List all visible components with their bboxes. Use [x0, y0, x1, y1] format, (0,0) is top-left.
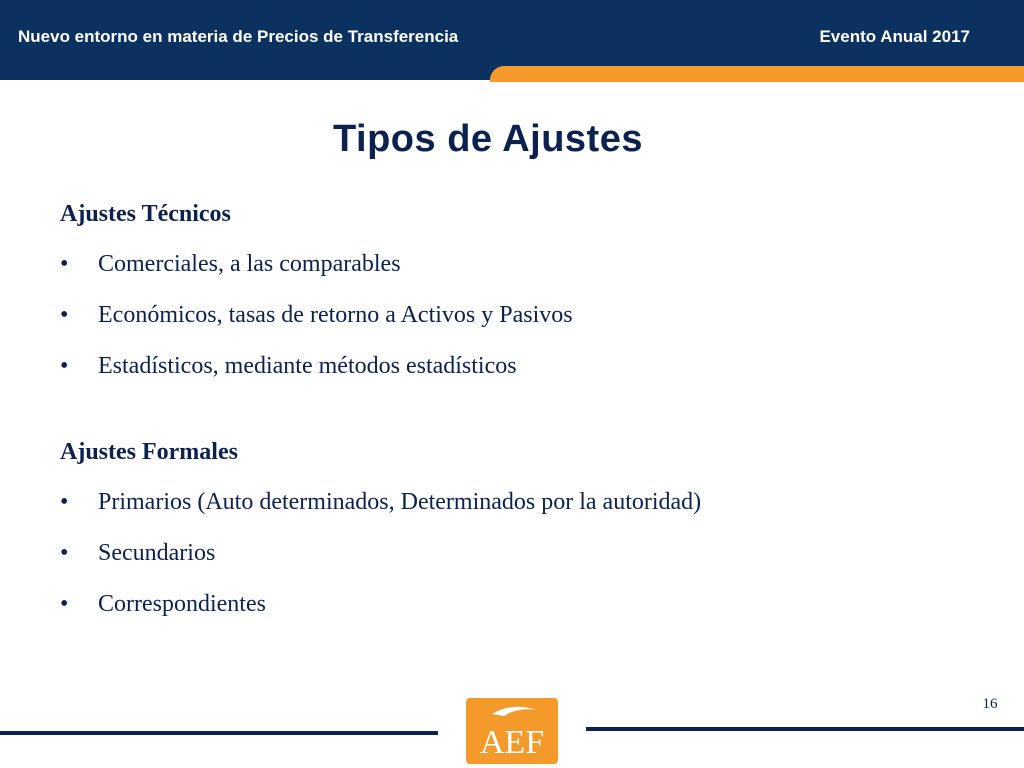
- page-number: 16: [982, 696, 998, 712]
- logo-swoosh: [492, 707, 536, 716]
- bullet-icon: •: [60, 353, 69, 379]
- list-item: [60, 299, 960, 332]
- bullet-icon: •: [60, 591, 69, 617]
- event-name: Evento Anual 2017: [819, 27, 970, 46]
- footer-rule-left: [0, 731, 438, 735]
- aef-logo-graphic: [466, 698, 558, 764]
- bullet-icon: •: [60, 489, 69, 515]
- slide-content: [60, 198, 960, 639]
- bullet-list-formales: [60, 486, 960, 621]
- section-heading-formales: Ajustes Formales: [60, 439, 238, 465]
- footer-rule-right: [586, 727, 1024, 731]
- bullet-icon: •: [60, 302, 69, 328]
- list-item-text: Estadísticos, mediante métodos estadísticos: [98, 353, 517, 379]
- list-item-text: Comerciales, a las comparables: [98, 251, 401, 277]
- header-accent-stripe: [490, 66, 1024, 82]
- list-item-text: Secundarios: [98, 540, 216, 566]
- list-item: [60, 537, 960, 570]
- list-item: [60, 248, 960, 281]
- list-item: [60, 350, 960, 383]
- section-spacer: [60, 401, 960, 436]
- section-heading-tecnicos: Ajustes Técnicos: [60, 201, 231, 227]
- aef-logo-icon: [466, 698, 558, 764]
- list-item: [60, 588, 960, 621]
- presentation-title: Nuevo entorno en materia de Precios de Transferencia: [18, 27, 459, 46]
- list-item-text: Correspondientes: [98, 591, 266, 617]
- slide-title: Tipos de Ajustes: [333, 118, 643, 160]
- list-item-text: Económicos, tasas de retorno a Activos y Pasivos: [98, 302, 573, 328]
- bullet-list-tecnicos: [60, 248, 960, 383]
- logo-text: AEF: [479, 724, 545, 761]
- list-item: [60, 486, 960, 519]
- bullet-icon: •: [60, 251, 69, 277]
- bullet-icon: •: [60, 540, 69, 566]
- list-item-text: Primarios (Auto determinados, Determinados por la autoridad): [98, 489, 702, 515]
